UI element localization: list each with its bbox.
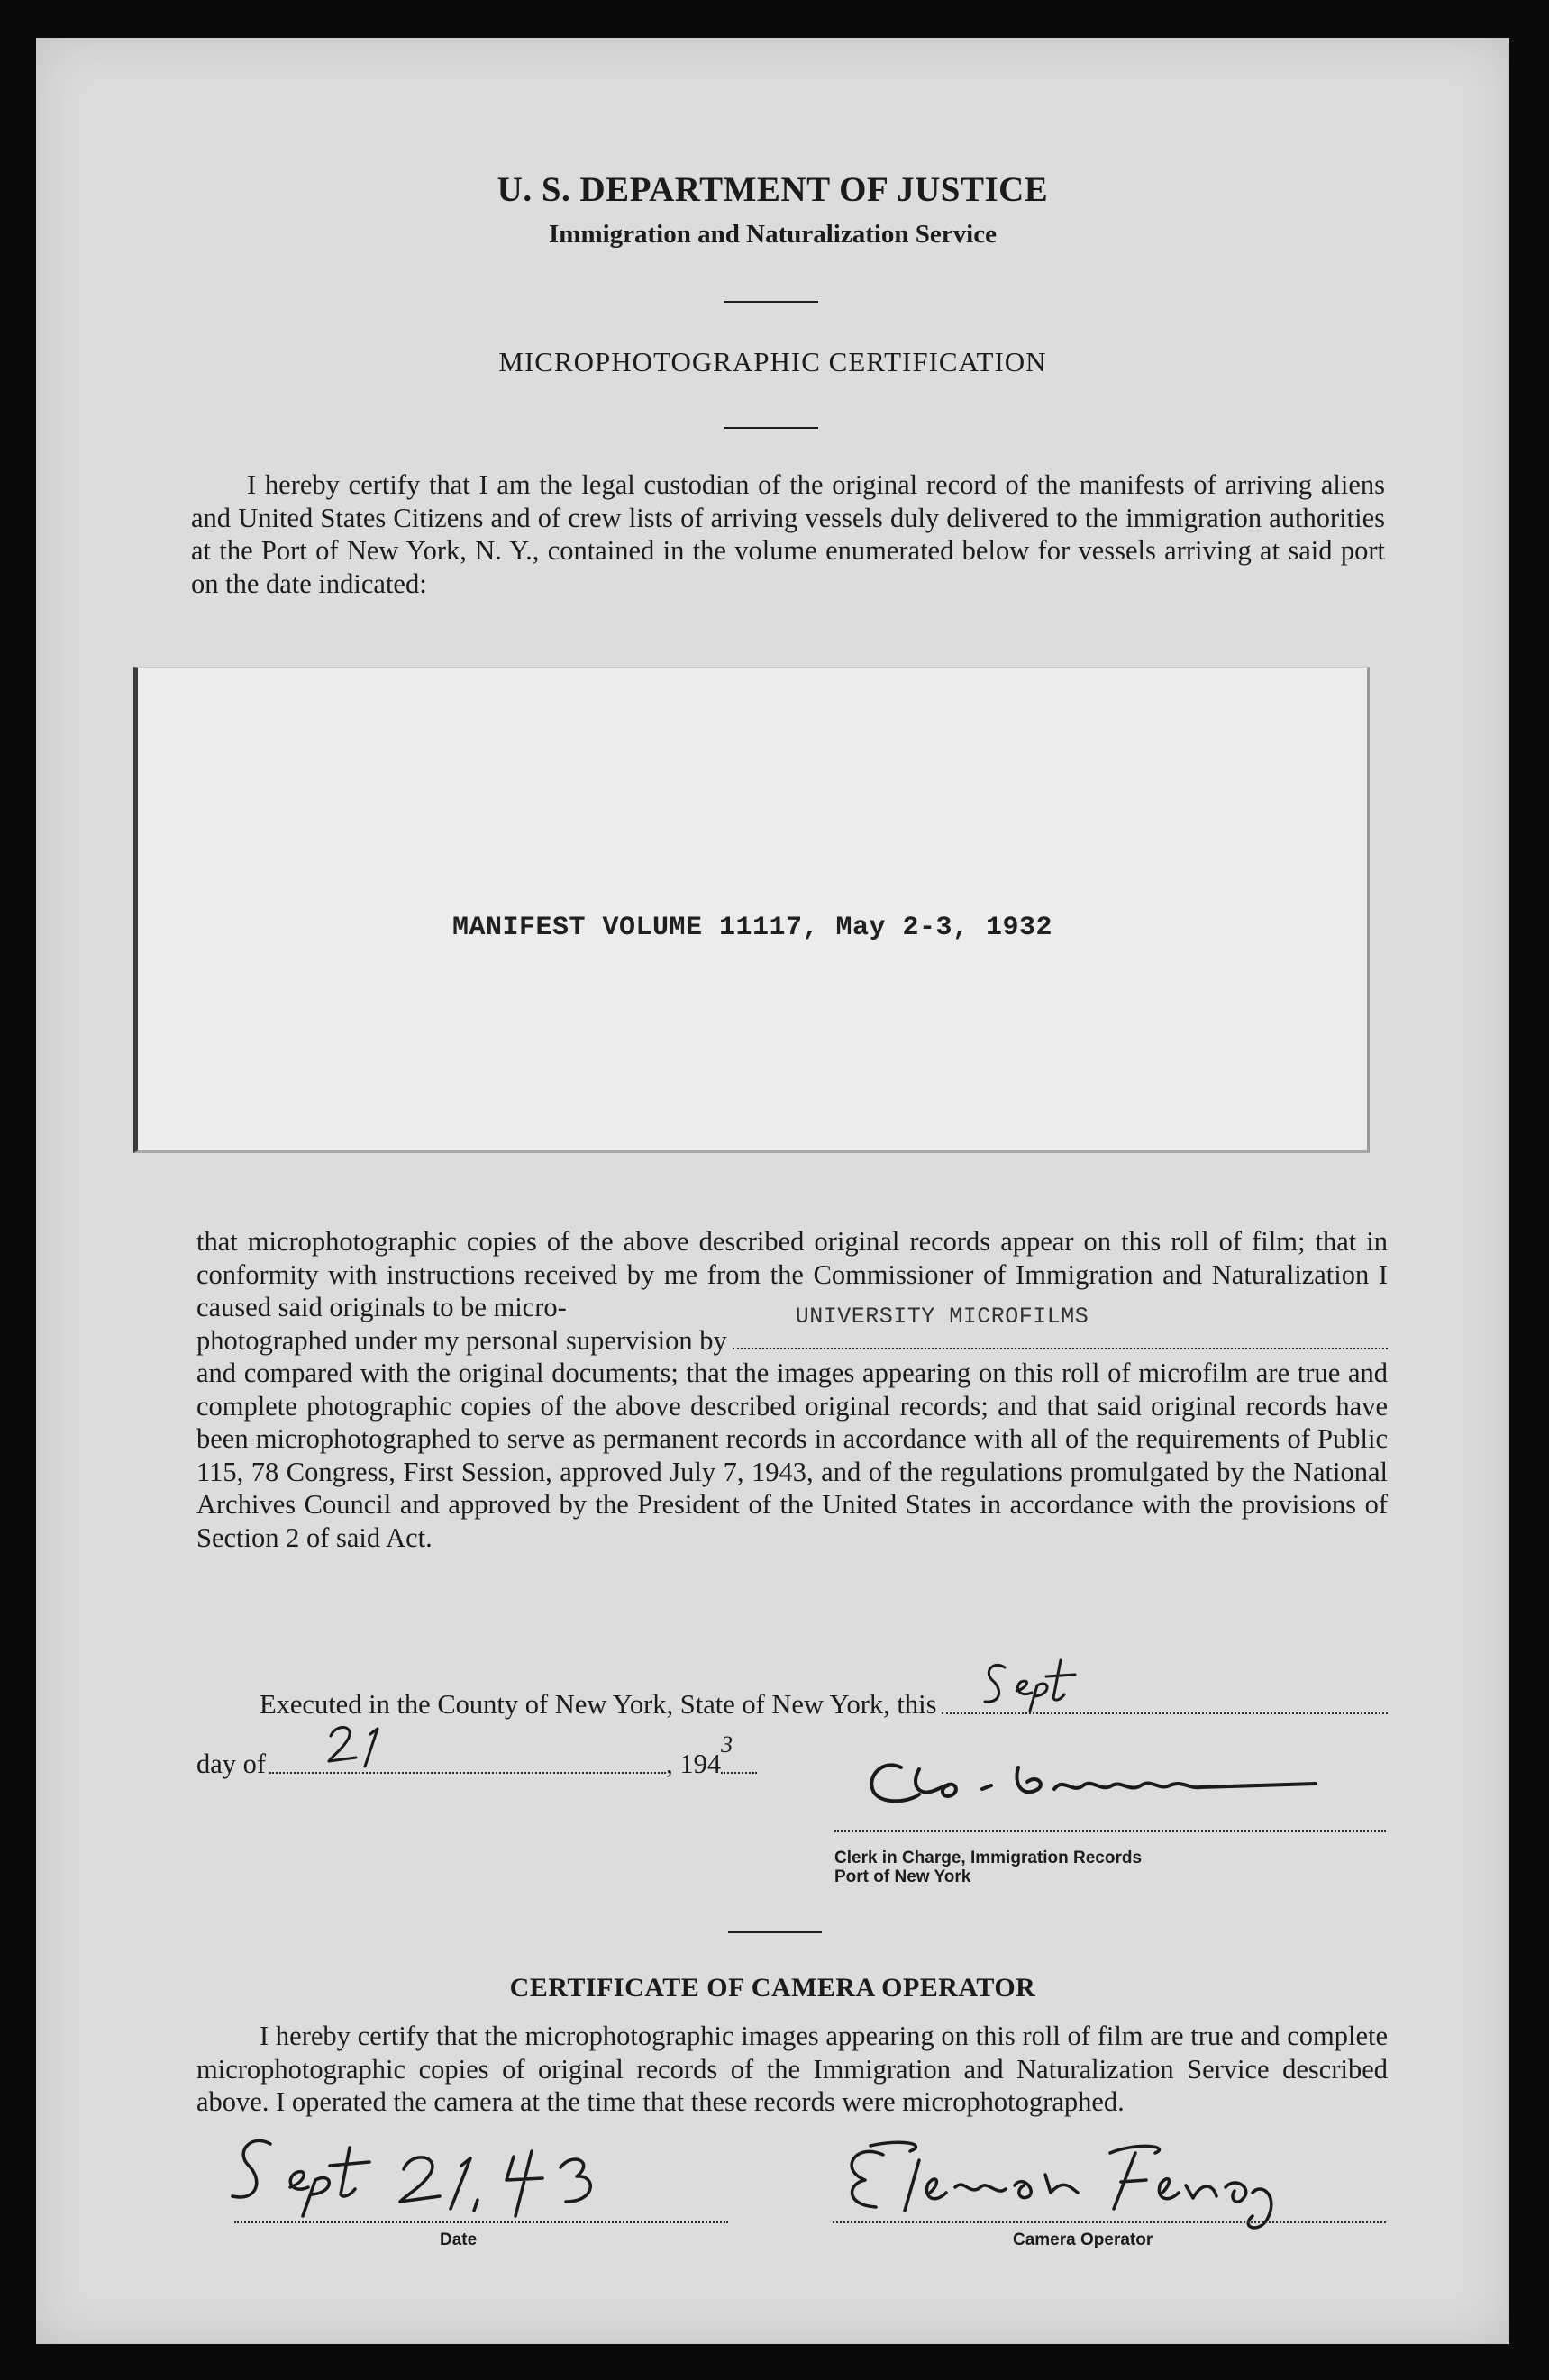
date-handwritten (207, 2130, 676, 2220)
body-paragraph (196, 1225, 1388, 1554)
camera-operator-label: Camera Operator (1013, 2230, 1153, 2249)
month-blank (942, 1691, 1388, 1714)
manifest-volume-card (133, 667, 1370, 1153)
camera-operator-line (833, 2221, 1386, 2223)
intro-paragraph (191, 468, 1385, 600)
camera-operator-paragraph (196, 2020, 1388, 2119)
executed-prefix: Executed in the County of New York, State of New York, this (260, 1689, 937, 1720)
day-of-line (196, 1730, 881, 1781)
camera-operator-heading: CERTIFICATE OF CAMERA OPERATOR (509, 1973, 1036, 2003)
clerk-location: Port of New York (834, 1867, 971, 1886)
month-handwritten (978, 1651, 1113, 1722)
clerk-title: Clerk in Charge, Immigration Records (834, 1849, 1143, 1867)
clerk-signature-line (834, 1830, 1386, 1832)
service-subheading: Immigration and Naturalization Service (549, 220, 997, 249)
day-prefix: day of (196, 1749, 267, 1779)
year-blank (721, 1730, 757, 1774)
supervision-prefix: photographed under my personal supervision by (196, 1324, 727, 1356)
day-blank (269, 1750, 666, 1774)
camera-operator-paragraph-text: I hereby certify that the microphotographic images appearing on this roll of film are true and complete microphotographic copies of original records of the Immigration and Naturalization Service described above. I operated the camera at the time that these records were microphotographed. (196, 2021, 1388, 2117)
date-label: Date (440, 2230, 478, 2249)
divider-third (728, 1931, 822, 1933)
divider-top (724, 301, 818, 303)
body-paragraph-part2: and compared with the original documents; that the images appearing on this roll of microfilm are true and complete photographic copies of the above described original records; and that said original records have been microphotographed to serve as permanent records in accordance with all of the requirements of Public 115, 78 Congress, First Session, approved July 7, 1943, and of the regulations promulgated by the National Archives Council and approved by the President of the United States in accordance with the provisions of Section 2 of said Act. (196, 1358, 1388, 1553)
date-line (234, 2221, 728, 2223)
day-handwritten (323, 1716, 405, 1778)
manifest-volume-text: MANIFEST VOLUME 11117, May 2-3, 1932 (451, 913, 1053, 943)
divider-second (724, 427, 818, 429)
executed-line (260, 1688, 1388, 1721)
certification-title: MICROPHOTOGRAPHIC CERTIFICATION (498, 346, 1047, 377)
intro-paragraph-text: I hereby certify that I am the legal custodian of the original record of the manifests of arriving aliens and United States Citizens and of crew lists of arriving vessels duly delivered to the immigration authorities at the Port of New York, N. Y., contained in the volume enumerated below for vessels arriving at said port on the date indicated: (191, 469, 1385, 599)
supervision-blank (733, 1304, 1388, 1349)
supervision-company: UNIVERSITY MICROFILMS (795, 1304, 1089, 1330)
body-paragraph-part1: that microphotographic copies of the above described original records appear on this roll of film; that in conformity with instructions received by me from the Commissioner of Immigration and Naturalization I caused said originals to be micro- (196, 1226, 1388, 1322)
camera-operator-signature (829, 2133, 1298, 2241)
year-handwritten: 3 (721, 1730, 733, 1758)
department-heading: U. S. DEPARTMENT OF JUSTICE (497, 170, 1049, 209)
clerk-signature (847, 1749, 1352, 1821)
certificate-sheet (36, 38, 1509, 2344)
year-prefix: , 194 (666, 1749, 722, 1779)
supervision-line (196, 1304, 1388, 1358)
